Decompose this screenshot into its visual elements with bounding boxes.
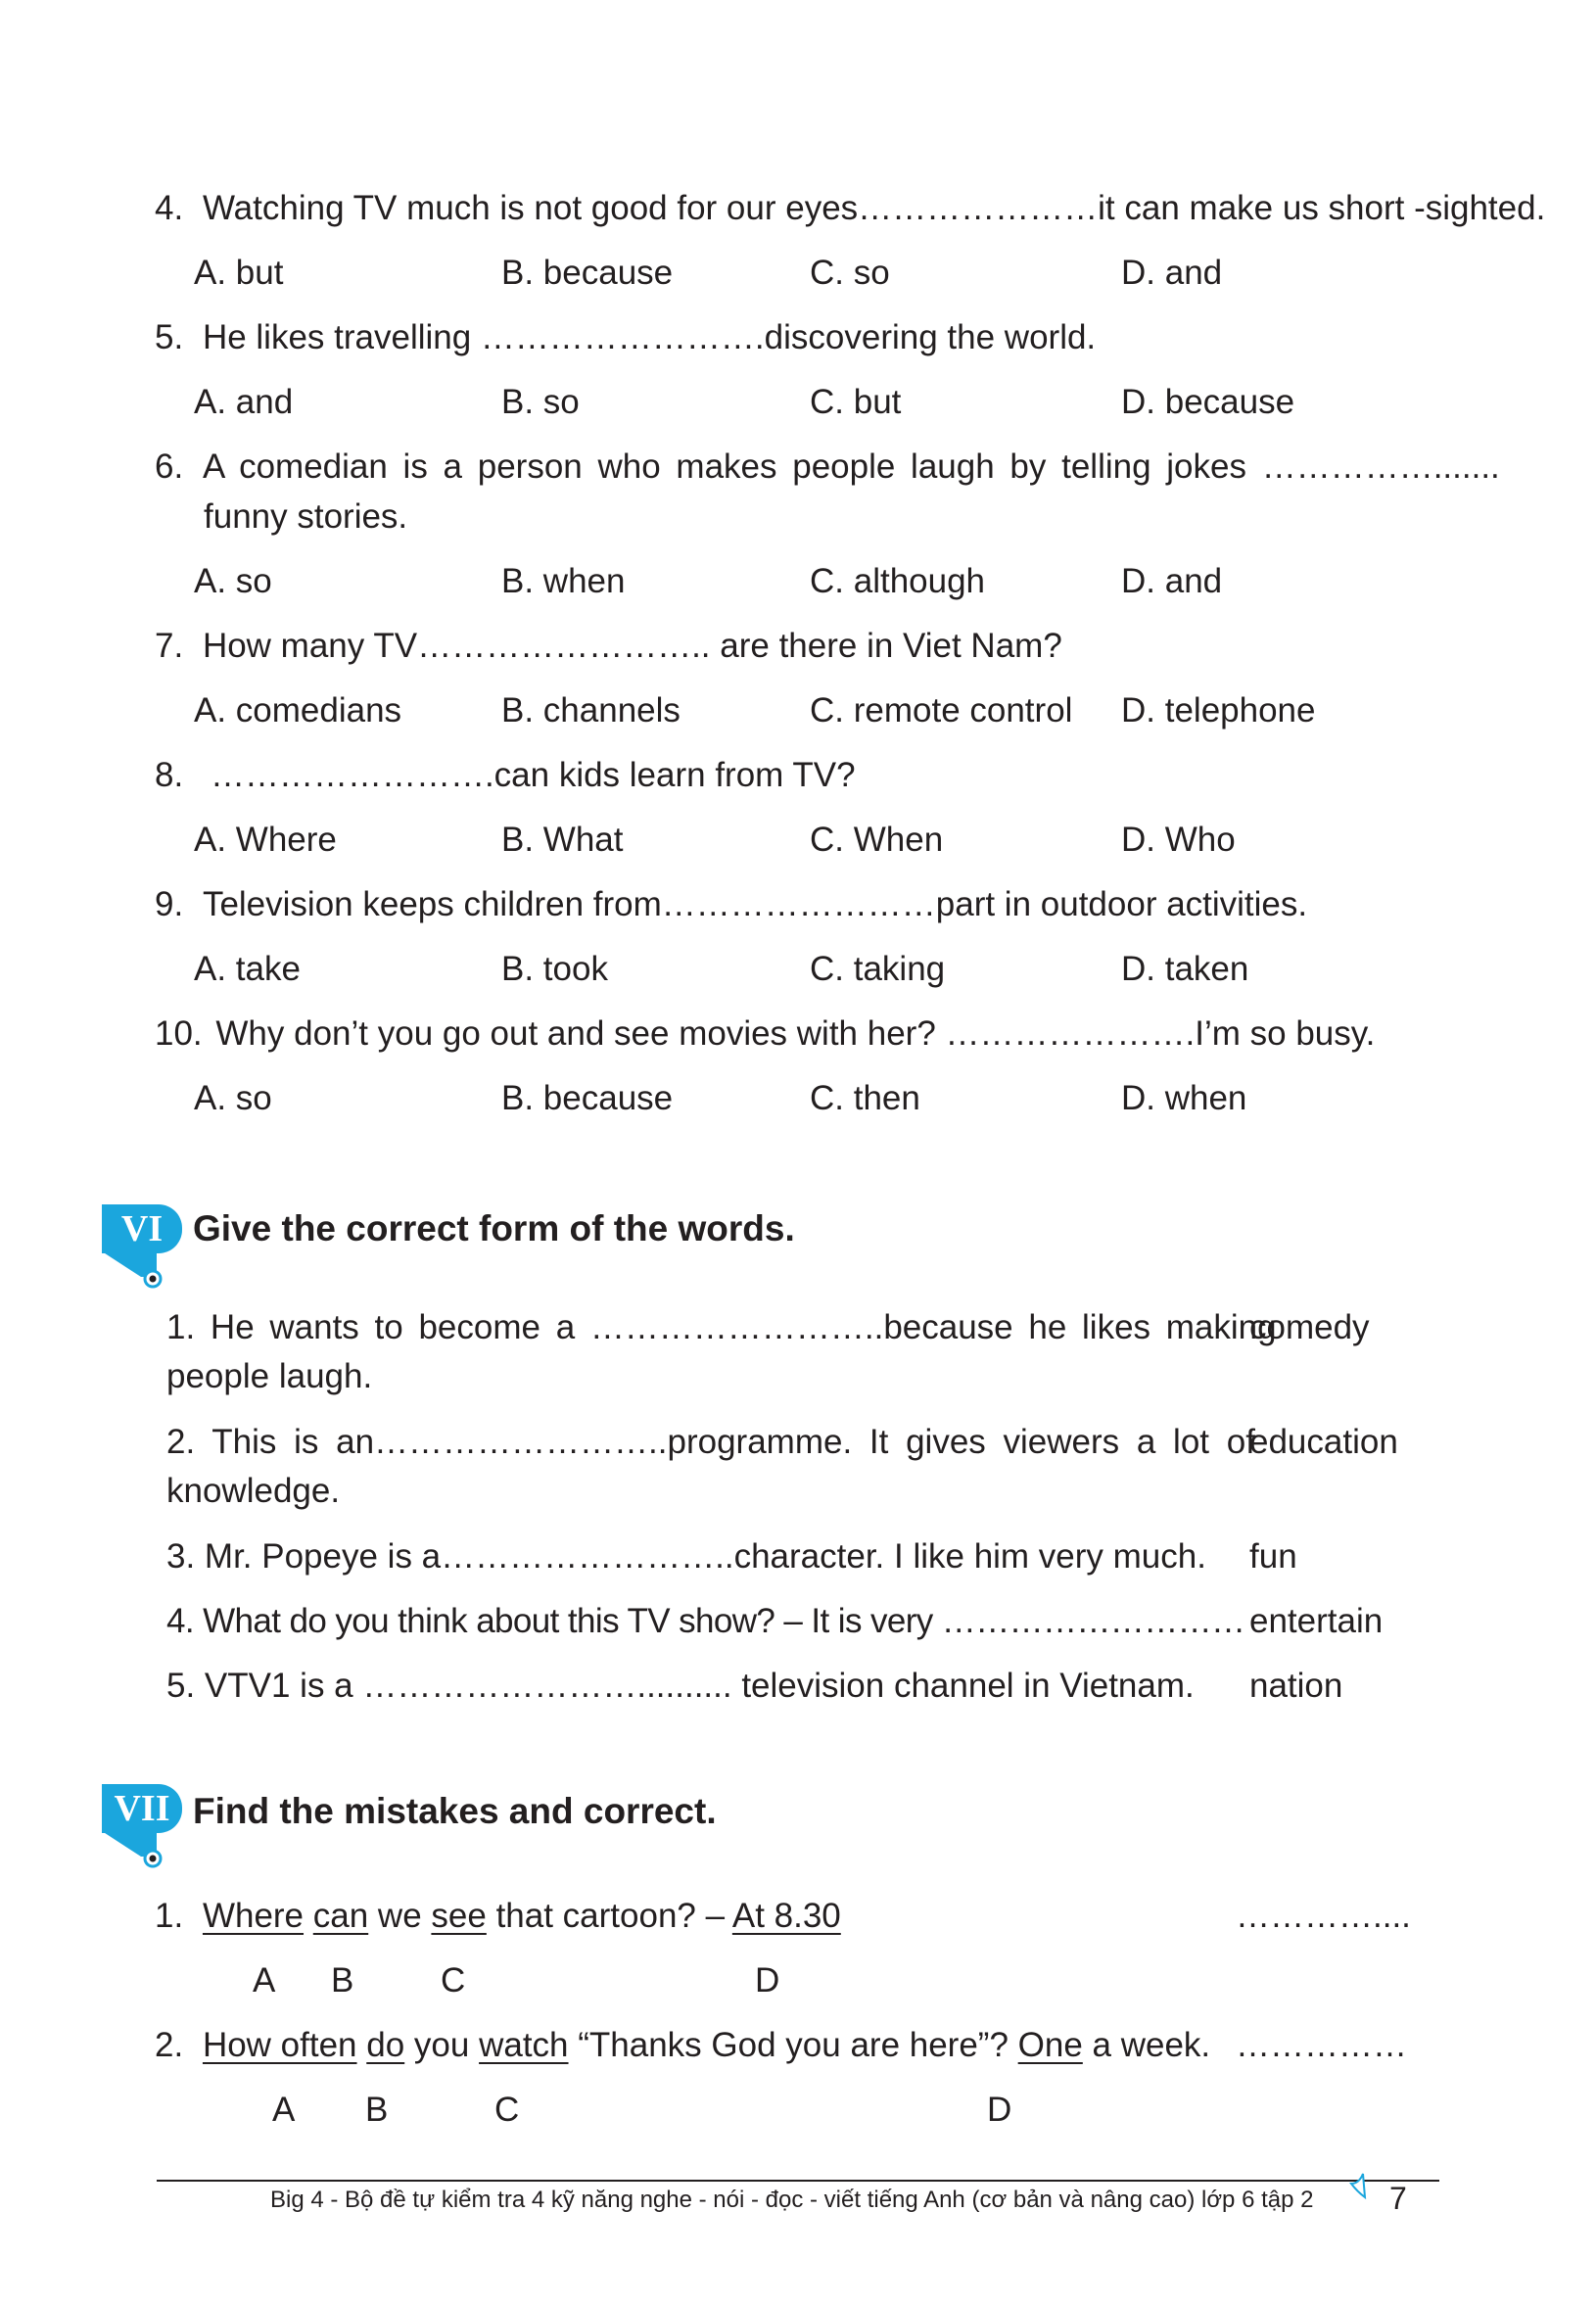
item-2-line2: knowledge. bbox=[166, 1472, 341, 1510]
option-c: C. taking bbox=[810, 950, 946, 988]
question-6 bbox=[155, 447, 1500, 487]
text-segment: “Thanks God you are here”? bbox=[568, 2026, 1018, 2064]
item-1-line2: people laugh. bbox=[166, 1357, 373, 1395]
option-a: A. so bbox=[194, 562, 272, 600]
question-text: Watching TV much is not good for our eyes…………………it can make us short -sighted. bbox=[202, 189, 1546, 227]
footer-text: Big 4 - Bộ đề tự kiểm tra 4 kỹ năng nghe - nói - đọc - viết tiếng Anh (cơ bản và nâng cao) lớp 6 tập 2 bbox=[270, 2187, 1314, 2213]
question-number: 5. bbox=[155, 318, 184, 356]
part-c: see bbox=[431, 1897, 487, 1935]
item-4-line1: 4. What do you think about this TV show? – It is very ……………………… bbox=[166, 1602, 1245, 1640]
question-number: 8. bbox=[155, 756, 184, 794]
section-title: Give the correct form of the words. bbox=[193, 1208, 795, 1248]
question-6-continuation: funny stories. bbox=[204, 497, 408, 536]
section-badge: VI bbox=[102, 1204, 182, 1253]
footer-corner-icon bbox=[1347, 2168, 1386, 2207]
option-b: B. because bbox=[501, 254, 674, 292]
badge-tail-icon bbox=[102, 1251, 180, 1310]
question-text: He likes travelling …………………….discovering the world. bbox=[202, 318, 1097, 356]
part-c: watch bbox=[479, 2026, 569, 2064]
question-text: A comedian is a person who makes people laugh by telling jokes ……………....... bbox=[202, 447, 1500, 486]
option-d: D. when bbox=[1121, 1079, 1247, 1117]
item-1-word: comedy bbox=[1249, 1308, 1370, 1346]
option-b: B. What bbox=[501, 821, 624, 859]
item-2-word: education bbox=[1249, 1423, 1398, 1461]
option-d: D. telephone bbox=[1121, 691, 1316, 729]
footer-rule bbox=[157, 2180, 1439, 2182]
letter-c: C bbox=[494, 2091, 520, 2129]
question-9 bbox=[155, 885, 1307, 924]
option-d: D. Who bbox=[1121, 821, 1236, 859]
question-8 bbox=[155, 756, 856, 795]
option-a: A. so bbox=[194, 1079, 272, 1117]
option-b: B. because bbox=[501, 1079, 674, 1117]
item-3-line1: 3. Mr. Popeye is a……………………..character. I like him very much. bbox=[166, 1537, 1206, 1576]
question-number: 10. bbox=[155, 1014, 203, 1053]
option-c: C. then bbox=[810, 1079, 920, 1117]
page-number: 7 bbox=[1389, 2181, 1407, 2216]
question-text: Television keeps children from……………………part in outdoor activities. bbox=[202, 885, 1308, 923]
part-a: Where bbox=[202, 1897, 305, 1935]
section-title: Find the mistakes and correct. bbox=[193, 1791, 717, 1831]
option-c: C. When bbox=[810, 821, 944, 859]
option-d: D. and bbox=[1121, 254, 1223, 292]
letter-a: A bbox=[253, 1961, 276, 2000]
option-c: C. so bbox=[810, 254, 890, 292]
text-segment bbox=[357, 2026, 367, 2064]
item-4-word: entertain bbox=[1249, 1602, 1384, 1640]
question-text: …………………….can kids learn from TV? bbox=[210, 756, 856, 794]
text-segment: we bbox=[368, 1897, 432, 1935]
question-10 bbox=[155, 1014, 1375, 1054]
answer-blank-2: …………… bbox=[1236, 2026, 1407, 2064]
option-b: B. channels bbox=[501, 691, 681, 729]
question-number: 7. bbox=[155, 627, 184, 665]
part-a: How often bbox=[202, 2026, 357, 2064]
question-number: 4. bbox=[155, 189, 184, 227]
option-d: D. because bbox=[1121, 383, 1295, 421]
option-b: B. when bbox=[501, 562, 626, 600]
question-7 bbox=[155, 627, 1062, 666]
question-number: 2. bbox=[155, 2026, 184, 2064]
part-b: do bbox=[366, 2026, 405, 2064]
text-segment: you bbox=[404, 2026, 480, 2064]
option-d: D. taken bbox=[1121, 950, 1249, 988]
item-3-word: fun bbox=[1249, 1537, 1297, 1576]
option-a: A. comedians bbox=[194, 691, 402, 729]
question-4 bbox=[155, 189, 1545, 228]
section-badge: VII bbox=[102, 1784, 182, 1833]
option-c: C. remote control bbox=[810, 691, 1073, 729]
option-a: A. take bbox=[194, 950, 301, 988]
option-c: C. but bbox=[810, 383, 902, 421]
option-a: A. and bbox=[194, 383, 294, 421]
text-segment bbox=[304, 1897, 313, 1935]
part-d: One bbox=[1017, 2026, 1083, 2064]
part-d: At 8.30 bbox=[731, 1897, 841, 1935]
item-5-line1: 5. VTV1 is a …………………….......... television channel in Vietnam. bbox=[166, 1667, 1195, 1705]
item-5-word: nation bbox=[1249, 1667, 1343, 1705]
answer-blank-1: ………….... bbox=[1236, 1897, 1411, 1935]
question-text: How many TV…………………….. are there in Viet Nam? bbox=[202, 627, 1062, 665]
text-segment: a week. bbox=[1082, 2026, 1211, 2064]
badge-tail-icon bbox=[102, 1831, 180, 1890]
option-d: D. and bbox=[1121, 562, 1223, 600]
question-number: 1. bbox=[155, 1897, 184, 1935]
option-b: B. so bbox=[501, 383, 580, 421]
option-a: A. but bbox=[194, 254, 284, 292]
option-c: C. although bbox=[810, 562, 986, 600]
letter-b: B bbox=[365, 2091, 389, 2129]
text-segment: that cartoon? – bbox=[486, 1897, 732, 1935]
letter-a: A bbox=[272, 2091, 296, 2129]
item-2-line1: 2. This is an……………………..programme. It gives viewers a lot of bbox=[166, 1423, 1255, 1461]
letter-b: B bbox=[331, 1961, 354, 2000]
letter-d: D bbox=[987, 2091, 1012, 2129]
question-number: 9. bbox=[155, 885, 184, 923]
letter-d: D bbox=[755, 1961, 780, 2000]
question-5 bbox=[155, 318, 1096, 357]
letter-c: C bbox=[441, 1961, 466, 2000]
part-b: can bbox=[312, 1897, 369, 1935]
mistake-question-1 bbox=[155, 1897, 841, 1936]
question-number: 6. bbox=[155, 447, 184, 486]
item-1-line1: 1. He wants to become a ……………………..because he likes making bbox=[166, 1308, 1277, 1346]
question-text: Why don’t you go out and see movies with her? ………………….I’m so busy. bbox=[215, 1014, 1376, 1053]
option-a: A. Where bbox=[194, 821, 337, 859]
option-b: B. took bbox=[501, 950, 608, 988]
mistake-question-2 bbox=[155, 2026, 1210, 2065]
